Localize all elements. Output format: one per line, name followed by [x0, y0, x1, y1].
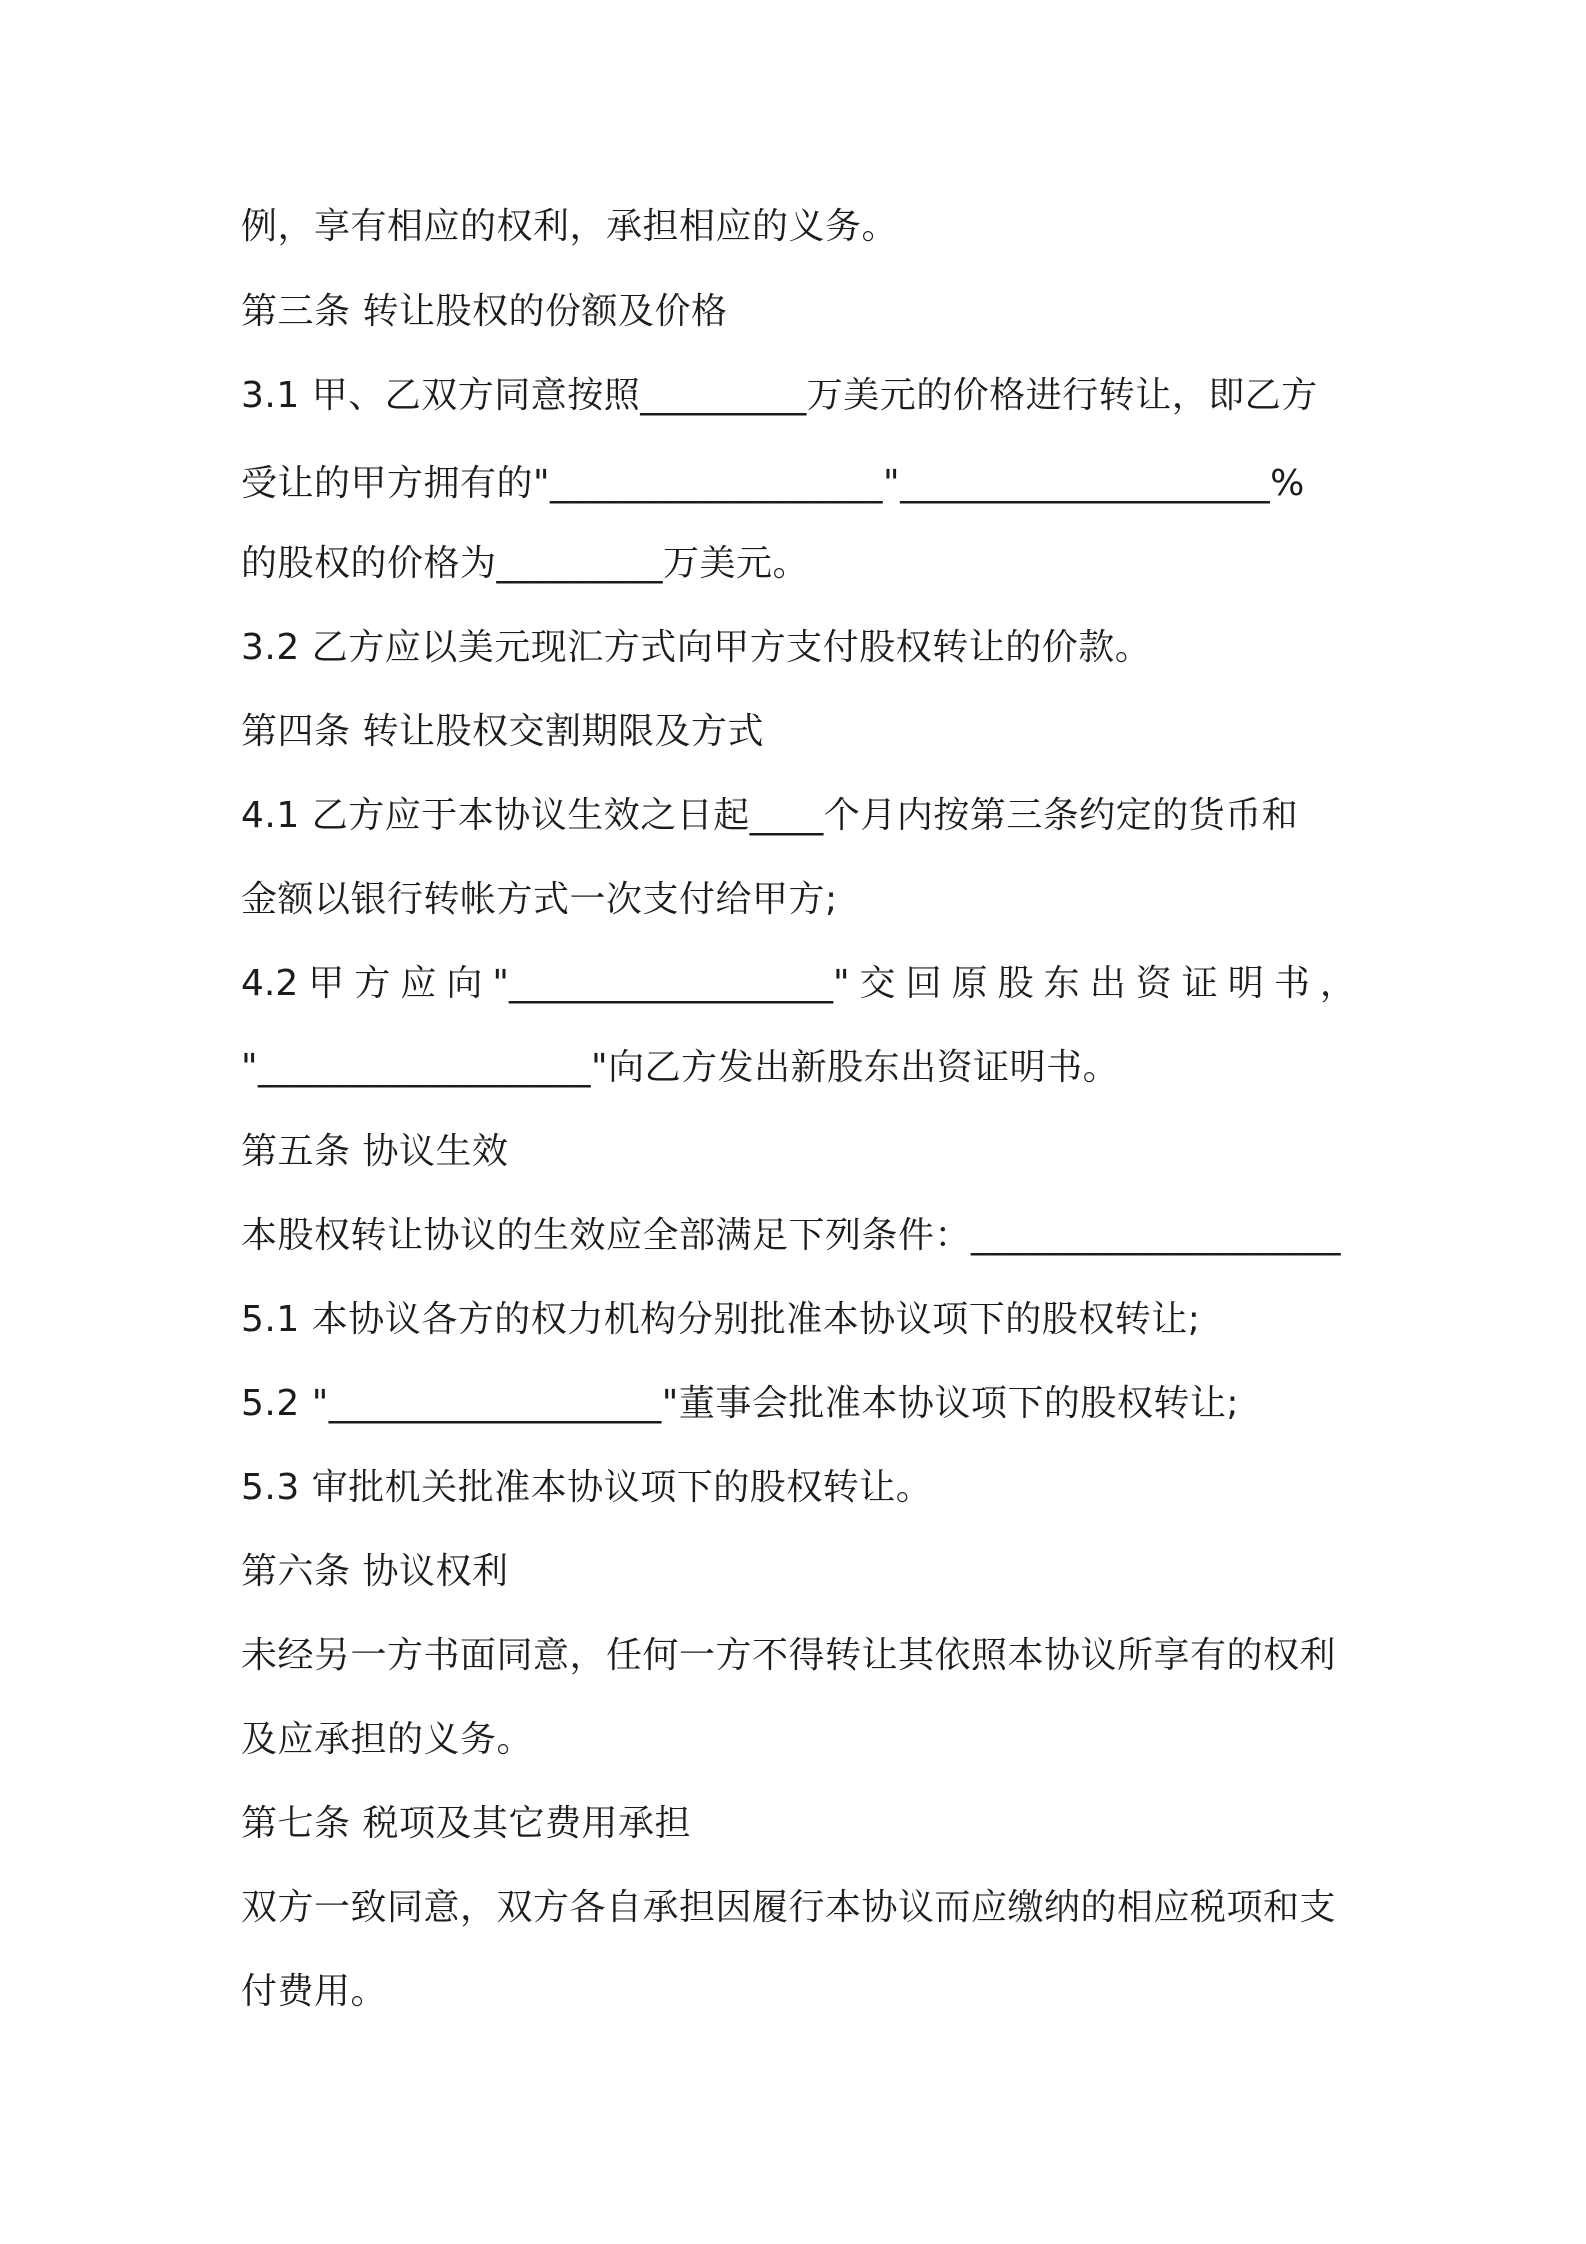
clause-4-2-number: 4.2: [241, 963, 299, 1004]
clause-4-1-line-2: 金额以银行转帐方式一次支付给甲方;: [241, 879, 838, 920]
clause-4-2-char: 明: [1227, 963, 1264, 1004]
clause-4-2-char: 向: [446, 963, 483, 1004]
clause-3-1-line-1: 3.1 甲、乙双方同意按照_________万美元的价格进行转让，即乙方: [241, 375, 1318, 416]
clause-4-2-char: 应: [400, 963, 437, 1004]
clause-4-2-char: 证: [1181, 963, 1218, 1004]
clause-4-1-line-1: 4.1 乙方应于本协议生效之日起____个月内按第三条约定的货币和: [241, 795, 1299, 836]
clause-4-2-char: 资: [1135, 963, 1172, 1004]
clause-3-1-line-3: 的股权的价格为_________万美元。: [241, 543, 810, 584]
article-5-conditions: 本股权转让协议的生效应全部满足下列条件：____________________: [241, 1215, 1342, 1256]
clause-4-2-blank: "__________________": [492, 963, 850, 1004]
clause-4-2-char: 书: [1273, 963, 1310, 1004]
clause-4-2-char: 交: [859, 963, 896, 1004]
clause-4-2-char: 回: [905, 963, 942, 1004]
clause-4-2-line-1: [241, 960, 1356, 1008]
clause-3-1-line-2: 受让的甲方拥有的"__________________"____________________%: [241, 463, 1305, 504]
article-5-heading: 第五条 协议生效: [241, 1131, 509, 1172]
clause-5-2: 5.2 "__________________"董事会批准本协议项下的股权转让;: [241, 1383, 1239, 1424]
article-7-line-2: 付费用。: [241, 1971, 388, 2012]
clause-4-2-char: 东: [1043, 963, 1080, 1004]
article-6-heading: 第六条 协议权利: [241, 1551, 509, 1592]
article-6-line-1: 未经另一方书面同意，任何一方不得转让其依照本协议所享有的权利: [241, 1635, 1337, 1676]
paragraph-line-1: 例，享有相应的权利，承担相应的义务。: [241, 206, 899, 247]
clause-4-2-char: ，: [1319, 963, 1356, 1004]
article-3-heading: 第三条 转让股权的份额及价格: [241, 291, 728, 332]
clause-4-2-char: 股: [997, 963, 1034, 1004]
article-4-heading: 第四条 转让股权交割期限及方式: [241, 711, 764, 752]
article-7-line-1: 双方一致同意，双方各自承担因履行本协议而应缴纳的相应税项和支: [241, 1887, 1337, 1928]
clause-3-2: 3.2 乙方应以美元现汇方式向甲方支付股权转让的价款。: [241, 627, 1152, 668]
clause-5-1: 5.1 本协议各方的权力机构分别批准本协议项下的股权转让;: [241, 1299, 1201, 1340]
clause-5-3: 5.3 审批机关批准本协议项下的股权转让。: [241, 1467, 933, 1508]
clause-4-2-char: 甲: [308, 963, 345, 1004]
clause-4-2-char: 出: [1089, 963, 1126, 1004]
article-6-line-2: 及应承担的义务。: [241, 1719, 534, 1760]
article-7-heading: 第七条 税项及其它费用承担: [241, 1803, 691, 1844]
clause-4-2-char: 原: [951, 963, 988, 1004]
clause-4-2-line-2: "__________________"向乙方发出新股东出资证明书。: [241, 1047, 1120, 1088]
clause-4-2-char: 方: [354, 963, 391, 1004]
